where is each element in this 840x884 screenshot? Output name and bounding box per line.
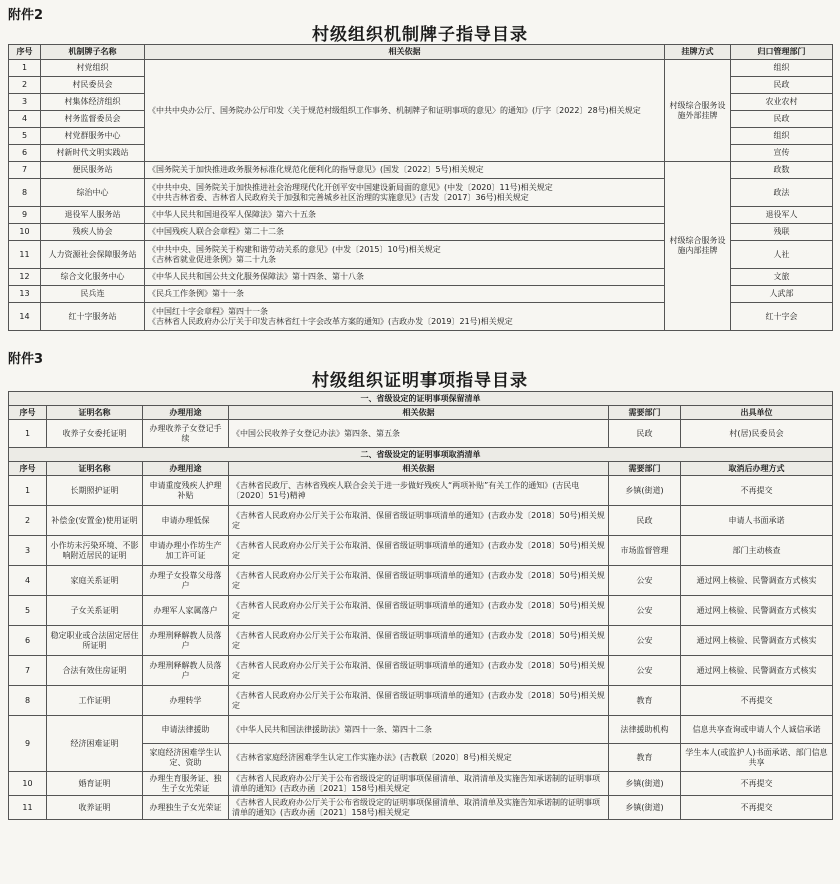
managing-dept: 组织 <box>731 128 833 145</box>
basis-cell: 《吉林省人民政府办公厅关于公布取消、保留省级证明事项清单的通知》(吉政办发〔2018〕50号)相关规定 <box>229 596 609 626</box>
cancelled-header-row <box>9 462 833 476</box>
sign-name: 红十字服务站 <box>41 303 145 331</box>
basis-cell: 《吉林省人民政府办公厅关于公布取消、保留省级证明事项清单的通知》(吉政办发〔2018〕50号)相关规定 <box>229 536 609 566</box>
usage: 办理刑释解教人员落户 <box>143 656 229 686</box>
managing-dept: 民政 <box>731 111 833 128</box>
basis-cell: 《中华人民共和国法律援助法》第四十一条、第四十二条 <box>229 716 609 744</box>
row-number: 9 <box>9 716 47 772</box>
cancelled-row <box>9 596 833 626</box>
section-cancelled <box>9 448 833 462</box>
annex2-header-row <box>9 45 833 60</box>
annex2-table <box>8 44 833 331</box>
after-cancellation-method: 申请人书面承诺 <box>681 506 833 536</box>
usage: 办理收养子女登记手续 <box>143 420 229 448</box>
after-cancellation-method: 不再提交 <box>681 796 833 820</box>
retained-header-row <box>9 406 833 420</box>
annex2-col-mount: 挂牌方式 <box>665 45 731 60</box>
row-number: 6 <box>9 626 47 656</box>
certificate-name: 工作证明 <box>47 686 143 716</box>
certificate-name: 子女关系证明 <box>47 596 143 626</box>
row-number: 10 <box>9 772 47 796</box>
cancelled-row <box>9 716 833 744</box>
issuing-unit: 村(居)民委员会 <box>681 420 833 448</box>
required-dept: 公安 <box>609 566 681 596</box>
cancelled-row <box>9 506 833 536</box>
row-number: 7 <box>9 162 41 179</box>
cancelled-row <box>9 476 833 506</box>
after-cancellation-method: 不再提交 <box>681 772 833 796</box>
row-number: 9 <box>9 207 41 224</box>
certificate-name: 收养子女委托证明 <box>47 420 143 448</box>
required-dept: 市场监督管理 <box>609 536 681 566</box>
usage: 申请法律援助 <box>143 716 229 744</box>
column-header: 证明名称 <box>47 406 143 420</box>
after-cancellation-method: 部门主动核查 <box>681 536 833 566</box>
row-number: 5 <box>9 128 41 145</box>
basis-cell: 《民兵工作条例》第十一条 <box>145 286 665 303</box>
column-header: 相关依据 <box>229 406 609 420</box>
basis-cell: 《吉林省人民政府办公厅关于公布取消、保留省级证明事项清单的通知》(吉政办发〔2018〕50号)相关规定 <box>229 566 609 596</box>
column-header: 出具单位 <box>681 406 833 420</box>
basis-cell: 《吉林省人民政府办公厅关于公布取消、保留省级证明事项清单的通知》(吉政办发〔2018〕50号)相关规定 <box>229 626 609 656</box>
column-header: 取消后办理方式 <box>681 462 833 476</box>
cancelled-row <box>9 656 833 686</box>
row-number: 10 <box>9 224 41 241</box>
annex3-title: 村级组织证明事项指导目录 <box>312 371 528 391</box>
cancelled-row <box>9 626 833 656</box>
managing-dept: 退役军人 <box>731 207 833 224</box>
row-number: 1 <box>9 60 41 77</box>
managing-dept: 政法 <box>731 179 833 207</box>
basis-cell: 《吉林省人民政府办公厅关于公布省级设定的证明事项保留清单、取消清单及实施告知承诺制的证明事项清单的通知》(吉政办函〔2021〕158号)相关规定 <box>229 772 609 796</box>
usage: 申请重度残疾人护理补贴 <box>143 476 229 506</box>
annex2-title: 村级组织机制牌子指导目录 <box>312 25 528 45</box>
row-number: 6 <box>9 145 41 162</box>
sign-name: 村党群服务中心 <box>41 128 145 145</box>
annex2-col-basis: 相关依据 <box>145 45 665 60</box>
usage: 办理生育服务证、独生子女光荣证 <box>143 772 229 796</box>
basis-cell: 《中华人民共和国退役军人保障法》第六十五条 <box>145 207 665 224</box>
cancelled-row <box>9 566 833 596</box>
required-dept: 民政 <box>609 506 681 536</box>
basis-cell: 《中共中央、国务院关于构建和谐劳动关系的意见》(中发〔2015〕10号)相关规定 《吉林省就业促进条例》第二十九条 <box>145 241 665 269</box>
certificate-name: 婚育证明 <box>47 772 143 796</box>
certificate-name: 稳定职业或合法固定居住所证明 <box>47 626 143 656</box>
sign-name: 综治中心 <box>41 179 145 207</box>
managing-dept: 文旅 <box>731 269 833 286</box>
row-number: 2 <box>9 506 47 536</box>
column-header: 需要部门 <box>609 406 681 420</box>
after-cancellation-method: 通过网上核验、民警调查方式核实 <box>681 656 833 686</box>
column-header: 证明名称 <box>47 462 143 476</box>
usage: 办理转学 <box>143 686 229 716</box>
sign-name: 残疾人协会 <box>41 224 145 241</box>
managing-dept: 宣传 <box>731 145 833 162</box>
row-number: 5 <box>9 596 47 626</box>
managing-dept: 人武部 <box>731 286 833 303</box>
required-dept: 民政 <box>609 420 681 448</box>
after-cancellation-method: 不再提交 <box>681 686 833 716</box>
annex3-label: 附件3 <box>8 352 44 367</box>
basis-cell: 《中共中央办公厅、国务院办公厅印发〈关于规范村级组织工作事务、机制牌子和证明事项的意见〉的通知》(厅字〔2022〕28号)相关规定 <box>145 60 665 162</box>
sign-name: 村务监督委员会 <box>41 111 145 128</box>
basis-cell: 《中国残疾人联合会章程》第二十二条 <box>145 224 665 241</box>
managing-dept: 红十字会 <box>731 303 833 331</box>
after-cancellation-method: 通过网上核验、民警调查方式核实 <box>681 566 833 596</box>
sign-name: 人力资源社会保障服务站 <box>41 241 145 269</box>
certificate-name: 家庭关系证明 <box>47 566 143 596</box>
basis-cell: 《吉林省家庭经济困难学生认定工作实施办法》(吉教联〔2020〕8号)相关规定 <box>229 744 609 772</box>
row-number: 1 <box>9 476 47 506</box>
cancelled-row <box>9 686 833 716</box>
certificate-name: 补偿金(安置金)使用证明 <box>47 506 143 536</box>
after-cancellation-method: 信息共享查询或申请人个人诚信承诺 <box>681 716 833 744</box>
column-header: 需要部门 <box>609 462 681 476</box>
column-header: 办理用途 <box>143 406 229 420</box>
required-dept: 教育 <box>609 744 681 772</box>
row-number: 11 <box>9 796 47 820</box>
basis-cell: 《吉林省人民政府办公厅关于公布取消、保留省级证明事项清单的通知》(吉政办发〔2018〕50号)相关规定 <box>229 686 609 716</box>
annex2-col-dept: 归口管理部门 <box>731 45 833 60</box>
after-cancellation-method: 通过网上核验、民警调查方式核实 <box>681 596 833 626</box>
row-number: 3 <box>9 94 41 111</box>
section-retained <box>9 392 833 406</box>
row-number: 12 <box>9 269 41 286</box>
usage: 办理刑释解教人员落户 <box>143 626 229 656</box>
basis-cell: 《吉林省人民政府办公厅关于公布取消、保留省级证明事项清单的通知》(吉政办发〔2018〕50号)相关规定 <box>229 506 609 536</box>
column-header: 办理用途 <box>143 462 229 476</box>
certificate-name: 小作坊未污染环境、不影响附近居民的证明 <box>47 536 143 566</box>
sign-name: 村党组织 <box>41 60 145 77</box>
basis-cell: 《国务院关于加快推进政务服务标准化规范化便利化的指导意见》(国发〔2022〕5号)相关规定 <box>145 162 665 179</box>
row-number: 2 <box>9 77 41 94</box>
row-number: 4 <box>9 111 41 128</box>
required-dept: 乡镇(街道) <box>609 476 681 506</box>
annex2-row <box>9 60 833 77</box>
certificate-name: 合法有效住房证明 <box>47 656 143 686</box>
required-dept: 公安 <box>609 596 681 626</box>
managing-dept: 农业农村 <box>731 94 833 111</box>
annex2-row <box>9 162 833 179</box>
usage: 办理独生子女光荣证 <box>143 796 229 820</box>
annex3-table <box>8 391 833 820</box>
after-cancellation-method: 学生本人(或监护人)书面承诺、部门信息共享 <box>681 744 833 772</box>
required-dept: 公安 <box>609 656 681 686</box>
annex2-label: 附件2 <box>8 8 44 23</box>
annex2-body <box>9 60 833 331</box>
row-number: 14 <box>9 303 41 331</box>
section-retained-title: 一、省级设定的证明事项保留清单 <box>9 392 833 406</box>
row-number: 8 <box>9 686 47 716</box>
row-number: 11 <box>9 241 41 269</box>
certificate-name: 经济困难证明 <box>47 716 143 772</box>
row-number: 3 <box>9 536 47 566</box>
usage: 申请办理小作坊生产加工许可证 <box>143 536 229 566</box>
row-number: 13 <box>9 286 41 303</box>
cancelled-row <box>9 536 833 566</box>
usage: 办理子女投靠父母落户 <box>143 566 229 596</box>
usage: 办理军人家属落户 <box>143 596 229 626</box>
after-cancellation-method: 不再提交 <box>681 476 833 506</box>
annex2-col-no: 序号 <box>9 45 41 60</box>
basis-cell: 《中华人民共和国公共文化服务保障法》第十四条、第十八条 <box>145 269 665 286</box>
required-dept: 乡镇(街道) <box>609 796 681 820</box>
column-header: 相关依据 <box>229 462 609 476</box>
sign-name: 村民委员会 <box>41 77 145 94</box>
basis-cell: 《吉林省人民政府办公厅关于公布取消、保留省级证明事项清单的通知》(吉政办发〔2018〕50号)相关规定 <box>229 656 609 686</box>
row-number: 4 <box>9 566 47 596</box>
after-cancellation-method: 通过网上核验、民警调查方式核实 <box>681 626 833 656</box>
managing-dept: 人社 <box>731 241 833 269</box>
sign-name: 民兵连 <box>41 286 145 303</box>
row-number: 8 <box>9 179 41 207</box>
basis-cell: 《中共中央、国务院关于加快推进社会治理现代化开创平安中国建设新局面的意见》(中发〔2020〕11号)相关规定 《中共吉林省委、吉林省人民政府关于加强和完善城乡社区治理的实施意见》(吉发〔2017〕36号)相关规定 <box>145 179 665 207</box>
required-dept: 教育 <box>609 686 681 716</box>
required-dept: 乡镇(街道) <box>609 772 681 796</box>
cancelled-row <box>9 796 833 820</box>
section-cancelled-title: 二、省级设定的证明事项取消清单 <box>9 448 833 462</box>
column-header: 序号 <box>9 462 47 476</box>
basis-cell: 《吉林省人民政府办公厅关于公布省级设定的证明事项保留清单、取消清单及实施告知承诺制的证明事项清单的通知》(吉政办函〔2021〕158号)相关规定 <box>229 796 609 820</box>
sign-name: 村集体经济组织 <box>41 94 145 111</box>
basis-cell: 《中国公民收养子女登记办法》第四条、第五条 <box>229 420 609 448</box>
certificate-name: 收养证明 <box>47 796 143 820</box>
mount-method: 村级综合服务设施内部挂牌 <box>665 162 731 331</box>
annex3-body <box>9 392 833 820</box>
basis-cell: 《中国红十字会章程》第四十一条 《吉林省人民政府办公厅关于印发吉林省红十字会改革方案的通知》(吉政办发〔2019〕21号)相关规定 <box>145 303 665 331</box>
managing-dept: 民政 <box>731 77 833 94</box>
usage: 申请办理低保 <box>143 506 229 536</box>
required-dept: 公安 <box>609 626 681 656</box>
managing-dept: 政数 <box>731 162 833 179</box>
sign-name: 退役军人服务站 <box>41 207 145 224</box>
required-dept: 法律援助机构 <box>609 716 681 744</box>
cancelled-row <box>9 772 833 796</box>
annex2-col-name: 机制牌子名称 <box>41 45 145 60</box>
row-number: 1 <box>9 420 47 448</box>
managing-dept: 残联 <box>731 224 833 241</box>
sign-name: 村新时代文明实践站 <box>41 145 145 162</box>
column-header: 序号 <box>9 406 47 420</box>
basis-cell: 《吉林省民政厅、吉林省残疾人联合会关于进一步做好残疾人“两项补贴”有关工作的通知》(吉民电〔2020〕51号)精神 <box>229 476 609 506</box>
usage: 家庭经济困难学生认定、资助 <box>143 744 229 772</box>
retained-row <box>9 420 833 448</box>
sign-name: 便民服务站 <box>41 162 145 179</box>
row-number: 7 <box>9 656 47 686</box>
sign-name: 综合文化服务中心 <box>41 269 145 286</box>
managing-dept: 组织 <box>731 60 833 77</box>
mount-method: 村级综合服务设施外部挂牌 <box>665 60 731 162</box>
certificate-name: 长期照护证明 <box>47 476 143 506</box>
